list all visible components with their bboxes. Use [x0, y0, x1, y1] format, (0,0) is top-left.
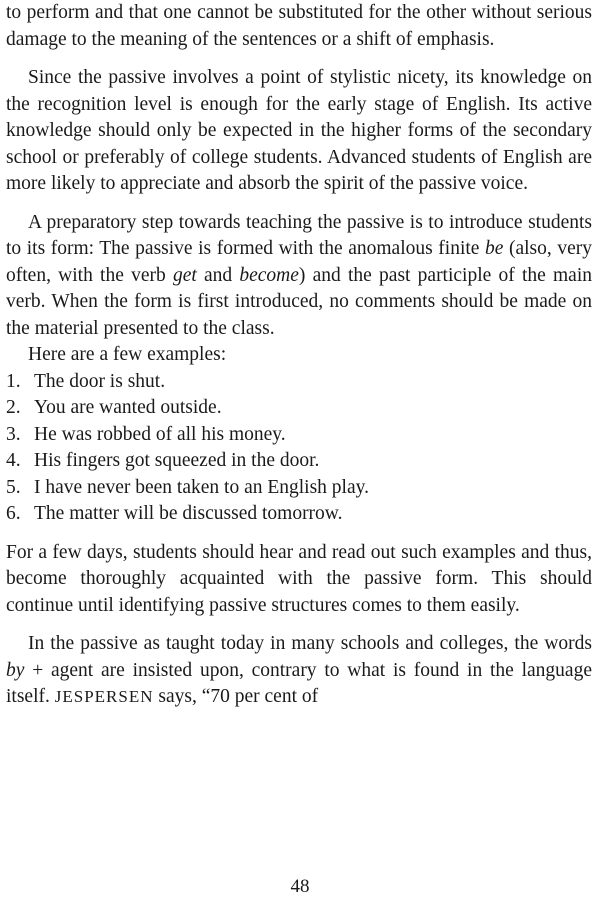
p6-text-a: In the passive as taught today in many schools and colleges, the words	[28, 633, 592, 654]
list-item-text: His fingers got squeezed in the door.	[34, 450, 320, 471]
list-item	[6, 369, 592, 396]
p3-text-d: ) and the past participle of the main verb. When the form is first introduced, no comments should be made on the material presented to the class.	[6, 264, 592, 339]
p3-text-b: (also, very often, with the verb	[6, 238, 592, 286]
list-item-text: I have never been taken to an English play.	[34, 476, 369, 498]
p3-term-become: become	[239, 264, 299, 286]
p3-text-c: and	[196, 264, 240, 286]
examples-intro: Here are a few examples:	[28, 344, 227, 365]
list-item-text: You are wanted outside.	[34, 397, 222, 418]
list-item-number: 5.	[6, 476, 21, 498]
page-number: 48	[290, 876, 310, 897]
list-item-text: The matter will be discussed tomorrow.	[34, 503, 343, 524]
list-item-number: 4.	[6, 450, 21, 471]
list-item-number: 2.	[6, 397, 21, 418]
paragraph-continuation: to perform and that one cannot be substituted for the other without serious damage to the meaning of the sentences or a shift of emphasis.	[6, 2, 592, 50]
list-item	[6, 501, 592, 528]
list-item-text: The door is shut.	[34, 370, 166, 392]
p3-text-a: A preparatory step towards teaching the passive is to introduce students to its form: The passive is formed with the anomalous finite	[6, 211, 592, 259]
paragraph-stylistic-nicety: Since the passive involves a point of stylistic nicety, its knowledge on the recognition level is enough for the early stage of English. Its active knowledge should only be expected in the higher forms of the secondary school or preferably of college students. Advanced students of English are more likely to appreciate and absorb the spirit of the passive voice.	[6, 67, 592, 194]
paragraph-preparatory-step	[6, 210, 592, 343]
paragraph-practice: For a few days, students should hear and read out such examples and thus, become thoroughly acquainted with the passive form. This should continue until identifying passive structures comes to them easily.	[6, 541, 592, 616]
p6-text-c: says, “70 per cent of	[153, 686, 319, 707]
page-body	[6, 0, 592, 711]
list-item	[6, 395, 592, 422]
list-item-number: 3.	[6, 423, 21, 445]
examples-list	[6, 369, 592, 528]
list-item	[6, 422, 592, 449]
p3-term-get: get	[172, 264, 197, 286]
list-item-number: 6.	[6, 503, 21, 524]
list-item-number: 1.	[6, 370, 21, 392]
p3-term-be: be	[485, 238, 504, 259]
list-item	[6, 475, 592, 502]
author-name: JESPERSEN	[54, 687, 154, 706]
paragraph-by-agent	[6, 631, 592, 711]
p6-text-b: + agent are insisted upon, contrary to what is found in the language itself.	[6, 659, 592, 707]
p6-term-by: by	[6, 659, 25, 681]
list-item	[6, 448, 592, 475]
list-item-text: He was robbed of all his money.	[34, 423, 286, 445]
